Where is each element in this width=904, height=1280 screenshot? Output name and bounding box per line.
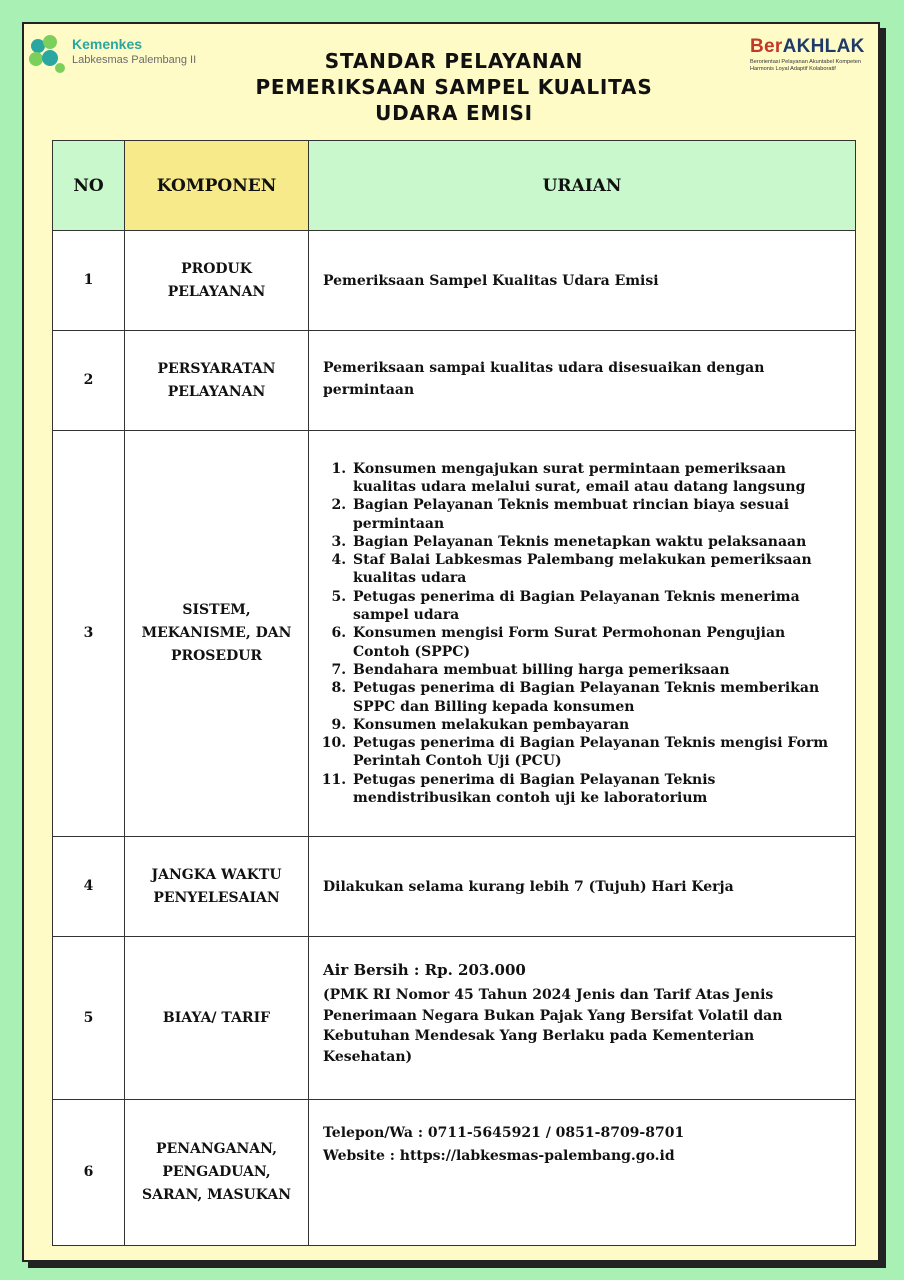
procedure-step: 11. Petugas penerima di Bagian Pelayanan Teknis mendistribusikan contoh uji ke laboratorium [351,771,837,808]
komponen-line: PENANGANAN, [156,1141,277,1157]
contact-phone: Telepon/Wa : 0711-5645921 / 0851-8709-8701 [323,1125,685,1141]
berakhlak-tagline-1: Berorientasi Pelayanan Akuntabel Kompeten [750,59,862,65]
komponen-line: PELAYANAN [167,283,266,300]
kemenkes-leaf-icon [26,32,70,78]
row-komponen [125,431,309,837]
title-line-2: PEMERIKSAAN SAMPEL KUALITAS [255,75,653,99]
row-uraian [309,431,856,837]
table-row [53,331,856,431]
komponen-line: PENYELESAIAN [153,889,280,906]
procedure-step: 10. Petugas penerima di Bagian Pelayanan Teknis mengisi Form Perintah Contoh Uji (PCU) [351,734,837,771]
table-header-row [53,141,856,231]
berakhlak-tagline-2: Harmonis Loyal Adaptif Kolaboratif [750,66,836,72]
procedure-step: 7. Bendahara membuat billing harga pemeriksaan [351,661,837,679]
tarif-heading: Air Bersih : Rp. 203.000 [323,961,526,979]
procedure-step: 8. Petugas penerima di Bagian Pelayanan Teknis memberikan SPPC dan Billing kepada konsumen [351,679,837,716]
komponen-line: PROSEDUR [170,648,263,664]
kemenkes-subtitle: Labkesmas Palembang II [72,54,197,66]
row-no: 6 [53,1100,125,1246]
procedure-step: 1. Konsumen mengajukan surat permintaan pemeriksaan kualitas udara melalui surat, email atau datang langsung [351,460,837,497]
contact-website: Website : https://labkesmas-palembang.go.id [323,1148,675,1164]
berakhlak-wordmark-a: Ber [750,36,783,57]
header-komponen: KOMPONEN [125,141,309,231]
row-no: 2 [53,331,125,431]
kemenkes-brand: Kemenkes [72,36,143,52]
komponen-line: PRODUK [181,260,252,277]
komponen-line: PERSYARATAN [157,360,276,377]
row-uraian [309,1100,856,1246]
procedure-step: 9. Konsumen melakukan pembayaran [351,716,837,734]
procedure-step: 3. Bagian Pelayanan Teknis menetapkan waktu pelaksanaan [351,533,837,551]
row-komponen: BIAYA/ TARIF [125,937,309,1100]
header-no: NO [53,141,125,231]
komponen-line: JANGKA WAKTU [151,866,282,883]
row-komponen [125,331,309,431]
komponen-line: MEKANISME, DAN [141,625,292,641]
row-uraian [309,937,856,1100]
row-uraian: Dilakukan selama kurang lebih 7 (Tujuh) Hari Kerja [309,837,856,937]
header-uraian: URAIAN [309,141,856,231]
poster [22,22,880,1262]
berakhlak-logo [744,36,884,86]
procedure-step: 2. Bagian Pelayanan Teknis membuat rincian biaya sesuai permintaan [351,496,837,533]
procedure-step: 5. Petugas penerima di Bagian Pelayanan Teknis menerima sampel udara [351,588,837,625]
table-row [53,231,856,331]
kemenkes-logo [26,32,226,78]
komponen-line: PENGADUAN, [162,1164,271,1180]
tarif-note: (PMK RI Nomor 45 Tahun 2024 Jenis dan Tarif Atas Jenis Penerimaan Negara Bukan Pajak Yang Bersifat Volatil dan Kebutuhan Mendesak Yang Berlaku pada Kementerian Kesehatan) [323,987,783,1065]
komponen-line: SARAN, MASUKAN [141,1187,292,1203]
row-no: 3 [53,431,125,837]
table-row [53,1100,856,1246]
komponen-line: SISTEM, [182,602,251,618]
row-uraian: Pemeriksaan Sampel Kualitas Udara Emisi [309,231,856,331]
service-standard-table [52,140,856,1246]
berakhlak-wordmark [750,36,865,58]
title-line-1: STANDAR PELAYANAN [324,49,584,73]
berakhlak-wordmark-b: AKHLAK [782,36,865,57]
row-no: 4 [53,837,125,937]
row-komponen [125,1100,309,1246]
procedure-step: 6. Konsumen mengisi Form Surat Permohonan Pengujian Contoh (SPPC) [351,624,837,661]
komponen-line: PELAYANAN [167,383,266,400]
table-row [53,431,856,837]
procedure-list [323,460,837,808]
row-komponen [125,837,309,937]
row-uraian: Pemeriksaan sampai kualitas udara disesuaikan dengan permintaan [309,331,856,431]
title-line-3: UDARA EMISI [375,101,533,125]
row-no: 1 [53,231,125,331]
table-row [53,937,856,1100]
row-komponen [125,231,309,331]
page-title [204,48,704,126]
row-no: 5 [53,937,125,1100]
procedure-step: 4. Staf Balai Labkesmas Palembang melakukan pemeriksaan kualitas udara [351,551,837,588]
table-row [53,837,856,937]
